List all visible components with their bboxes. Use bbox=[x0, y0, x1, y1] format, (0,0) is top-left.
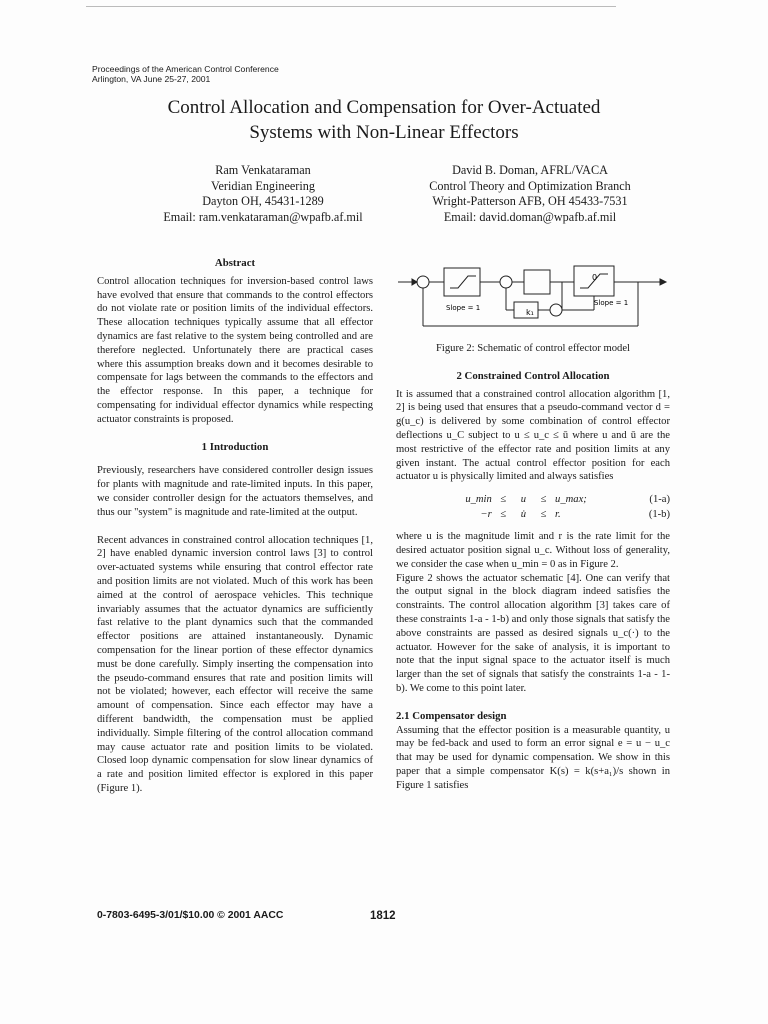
eq-rhs: u_max; bbox=[555, 493, 587, 505]
author-email: Email: david.doman@wpafb.af.mil bbox=[443, 209, 617, 224]
section-2-paragraph-1: It is assumed that a constrained control allocation algorithm [1, 2] is being used that ensures that a pseudo-command vector d = g(u_c) is delivered by some combination of control effector deflections u_C subject to u ≤ u_c ≤ ū where u and ū are the most restrictive of the effector rate and position limits at any given instant. The actual control effector position for each actuator u is physically limited and always satisfies bbox=[396, 388, 670, 483]
left-column bbox=[97, 257, 373, 796]
summing-junction-1 bbox=[417, 276, 429, 288]
saturation-curve bbox=[450, 276, 476, 288]
eq-op: ≤ bbox=[500, 493, 507, 505]
arrow-head bbox=[412, 279, 417, 285]
rate-saturation-block bbox=[444, 268, 480, 296]
effector-schematic-figure bbox=[398, 258, 668, 336]
figure-caption: Figure 2: Schematic of control effector model bbox=[436, 343, 630, 354]
author-block-1 bbox=[118, 163, 408, 225]
title-line-1: Control Allocation and Compensation for Over-Actuated bbox=[167, 97, 601, 118]
author-block-2 bbox=[380, 163, 680, 225]
author-address: Dayton OH, 45431-1289 bbox=[202, 194, 324, 209]
slope-label-right: Slope = 1 bbox=[594, 299, 629, 307]
integrator-block bbox=[524, 270, 550, 294]
intro-paragraph-1: Previously, researchers have considered controller design issues for plants with magnitude and rate-limited inputs. In this paper, we consider controller design for the actuators themselves, and thus our "system" is magnitude and rate-limited at the output. bbox=[97, 465, 373, 518]
page-number: 1812 bbox=[370, 910, 396, 922]
eq-rhs: r. bbox=[555, 508, 561, 520]
section-2-paragraph-3: Figure 2 shows the actuator schematic [4]. One can verify that the output signal in the block diagram indeed satisfies the constraints. The control allocation algorithm [3] takes care of these constraints 1-a - 1-b) and only those signals that satisfy the above constraints are passed as desired signals u_c(·) to the actuator. However for the sake of analysis, it is important to note that the input signal space to the actuator itself is much larger than the set of signals that satisfy the constraints 1-a - 1-b). We come to this point later. bbox=[396, 572, 670, 694]
eq-op: ≤ bbox=[500, 508, 507, 520]
abstract-text: Control allocation techniques for inversion-based control laws have evolved that ensure that commands to the control effectors do not violate rate or position limits of the individual effectors. These allocation techniques typically assume that all effector dynamics are fast relative to the system being controlled and are therefore neglected. Unfortunately there are practical cases where this assumption breaks down and it becomes desirable to compensate for lags between the commands to the effectors and the effector response. In this paper, a technique for compensating for individual effector dynamics while respecting actuator constraints is proposed. bbox=[97, 275, 373, 425]
section-2-paragraph-2: where u is the magnitude limit and r is the rate limit for the desired actuator position signal u_c. Without loss of generality, we consider the case when u_min = 0 as in Figure 2. bbox=[396, 531, 670, 570]
author-address: Wright-Patterson AFB, OH 45433-7531 bbox=[432, 194, 628, 209]
author-email: Email: ram.venkataraman@wpafb.af.mil bbox=[163, 209, 363, 224]
eq-mid: u bbox=[520, 493, 527, 505]
section-2-1-paragraph-1: Assuming that the effector position is a measurable quantity, u may be fed-back and used to form an error signal e = u − u_c that may be used for dynamic compensation. We show in this paper that a simple compensator K(s) = k(s+a₁)/s shown in Figure 1 satisfies bbox=[396, 724, 670, 791]
proceedings-line-1: Proceedings of the American Control Conference bbox=[92, 64, 279, 74]
eq-mid: u̇ bbox=[520, 508, 527, 520]
zero-label: 0 bbox=[592, 273, 598, 282]
paper-title bbox=[60, 95, 708, 145]
right-column bbox=[396, 258, 670, 793]
gain-label: k₁ bbox=[526, 308, 534, 317]
intro-heading: 1 Introduction bbox=[201, 440, 269, 453]
section-2-1-heading: 2.1 Compensator design bbox=[396, 709, 507, 722]
equation-number: (1-a) bbox=[649, 493, 671, 505]
top-rule bbox=[86, 6, 616, 7]
summing-junction-2 bbox=[500, 276, 512, 288]
summing-junction-3 bbox=[550, 304, 562, 316]
author-affiliation: Control Theory and Optimization Branch bbox=[429, 178, 631, 193]
copyright-footer: 0-7803-6495-3/01/$10.00 © 2001 AACC bbox=[97, 910, 284, 921]
block-diagram bbox=[398, 258, 668, 336]
arrow-head bbox=[660, 279, 666, 285]
author-name: Ram Venkataraman bbox=[215, 163, 311, 177]
title-line-2: Systems with Non-Linear Effectors bbox=[249, 122, 519, 143]
eq-op: ≤ bbox=[540, 493, 547, 505]
author-name: David B. Doman, AFRL/VACA bbox=[452, 163, 608, 177]
eq-lhs: u_min bbox=[465, 493, 492, 505]
slope-label-left: Slope = 1 bbox=[446, 304, 481, 312]
equation-1b bbox=[396, 507, 670, 522]
proceedings-line-2: Arlington, VA June 25-27, 2001 bbox=[92, 74, 211, 84]
proceedings-header bbox=[92, 64, 279, 84]
equation-number: (1-b) bbox=[648, 508, 671, 520]
abstract-heading: Abstract bbox=[214, 257, 256, 269]
section-2-heading: 2 Constrained Control Allocation bbox=[456, 369, 610, 382]
equation-1a bbox=[396, 492, 670, 507]
author-affiliation: Veridian Engineering bbox=[211, 178, 315, 193]
eq-lhs: −r bbox=[480, 508, 492, 520]
eq-op: ≤ bbox=[540, 508, 547, 520]
intro-paragraph-2: Recent advances in constrained control allocation techniques [1, 2] have enabled dynamic inversion control laws [3] to control over-actuated systems while ensuring that control effector rate and position limits are not violated. Much of this work has been aimed at the control of aerospace vehicles. This technique invariably assumes that the actuator dynamics are sufficiently fast relative to the plant dynamics such that the commanded effector positions are attained instantaneously. Dynamic compensation for the linear portion of these effector dynamics must be done carefully. Simply inserting the compensation into the pseudo-command ensures that rate and position limits will not be violated; however, each effector will receive the same amount of compensation. Since each effector may have a different bandwidth, the compensation must be applied individually. Simple filtering of the control allocation command may cause actuator rate and position limits to be violated. Closed loop dynamic compensation for slow linear dynamics of a rate and position limited effector is explored in this paper (Figure 1). bbox=[97, 534, 373, 794]
